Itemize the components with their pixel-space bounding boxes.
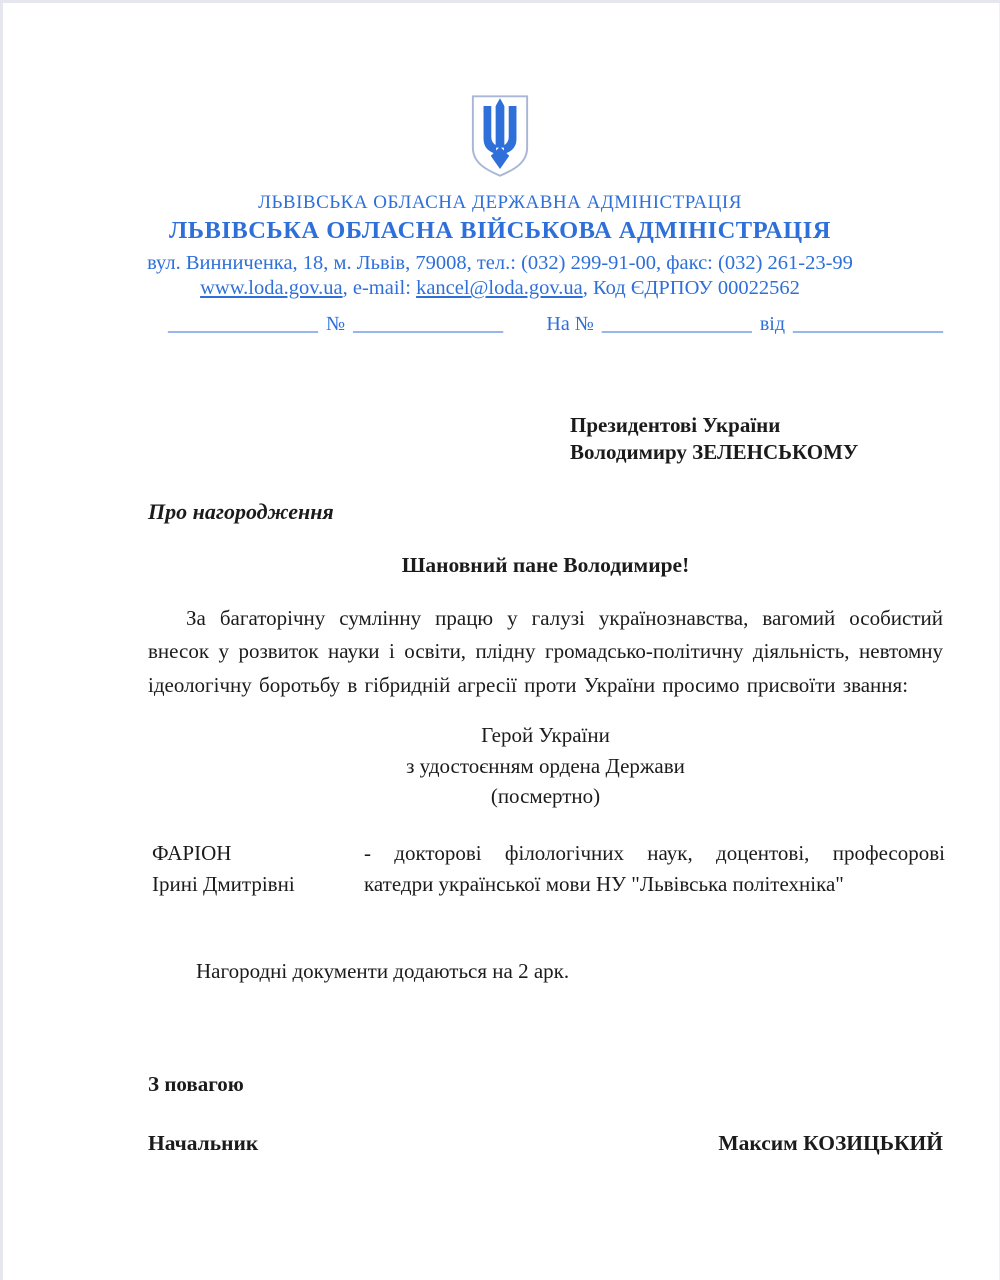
- recipient-desc-line2: катедри української мови НУ "Львівська політехніка": [364, 872, 844, 897]
- org-name-state-administration: ЛЬВІВСЬКА ОБЛАСНА ДЕРЖАВНА АДМІНІСТРАЦІЯ: [258, 192, 742, 213]
- ref-vid-label: від: [759, 313, 785, 335]
- ref-blank-2: _______________: [353, 313, 504, 335]
- org-name-military-administration: ЛЬВІВСЬКА ОБЛАСНА ВІЙСЬКОВА АДМІНІСТРАЦІЯ: [169, 217, 831, 244]
- recipient-given-name: Ірині Дмитрівні: [152, 872, 295, 897]
- ref-blank-3: _______________: [601, 313, 752, 335]
- closing-phrase: З повагою: [148, 1071, 244, 1096]
- ref-no-label: №: [326, 313, 346, 335]
- letterhead-contacts: [0, 277, 1000, 300]
- edrpou-code: , Код ЄДРПОУ 00022562: [582, 277, 800, 299]
- recipient-surname: ФАРІОН: [152, 840, 232, 865]
- recipient-description: [364, 838, 945, 901]
- award-order: з удостоєнням ордена Держави: [406, 753, 685, 778]
- email-link[interactable]: kancel@loda.gov.ua: [416, 277, 583, 299]
- award-title: Герой України: [481, 723, 610, 748]
- ref-blank-4: _______________: [793, 313, 943, 335]
- addressee-title: Президентові України: [570, 413, 781, 437]
- letterhead-emblem: [0, 0, 1000, 179]
- award-posthumous: (посмертно): [490, 784, 601, 809]
- letterhead-address: вул. Винниченка, 18, м. Львів, 79008, тел.: (032) 299-91-00, факс: (032) 261-23-99: [147, 252, 853, 274]
- subject-line: Про нагородження: [148, 498, 334, 524]
- signer-position: Начальник: [148, 1130, 259, 1155]
- ref-na-no-label: На №: [546, 313, 594, 335]
- signature-row: [148, 1131, 943, 1156]
- addressee-name: Володимиру ЗЕЛЕНСЬКОМУ: [570, 440, 859, 465]
- email-separator: , e-mail:: [342, 277, 417, 299]
- reference-number-line: [168, 313, 943, 336]
- salutation: Шановний пане Володимире!: [401, 552, 690, 577]
- recipient-name: [152, 838, 364, 901]
- signer-name: Максим КОЗИЦЬКИЙ: [718, 1130, 943, 1155]
- recipient-row: [152, 838, 945, 901]
- ukraine-trident-shield-icon: [469, 93, 531, 179]
- website-link[interactable]: www.loda.gov.ua: [200, 277, 343, 299]
- main-paragraph: За багаторічну сумлінну працю у галузі українознавства, вагомий особистий внесок у розвиток науки і освіти, плідну громадсько-політичну діяльність, невтомну ідеологічну боротьбу в гібридній агресії проти України просимо присвоїти звання:: [148, 605, 943, 697]
- addressee-block: [570, 412, 1000, 467]
- attachment-note: Нагородні документи додаються на 2 арк.: [196, 958, 570, 983]
- award-block: [148, 720, 943, 811]
- ref-blank-1: _______________: [168, 313, 318, 335]
- recipient-desc-line1: - докторові філологічних наук, доцентові, професорові: [364, 840, 945, 865]
